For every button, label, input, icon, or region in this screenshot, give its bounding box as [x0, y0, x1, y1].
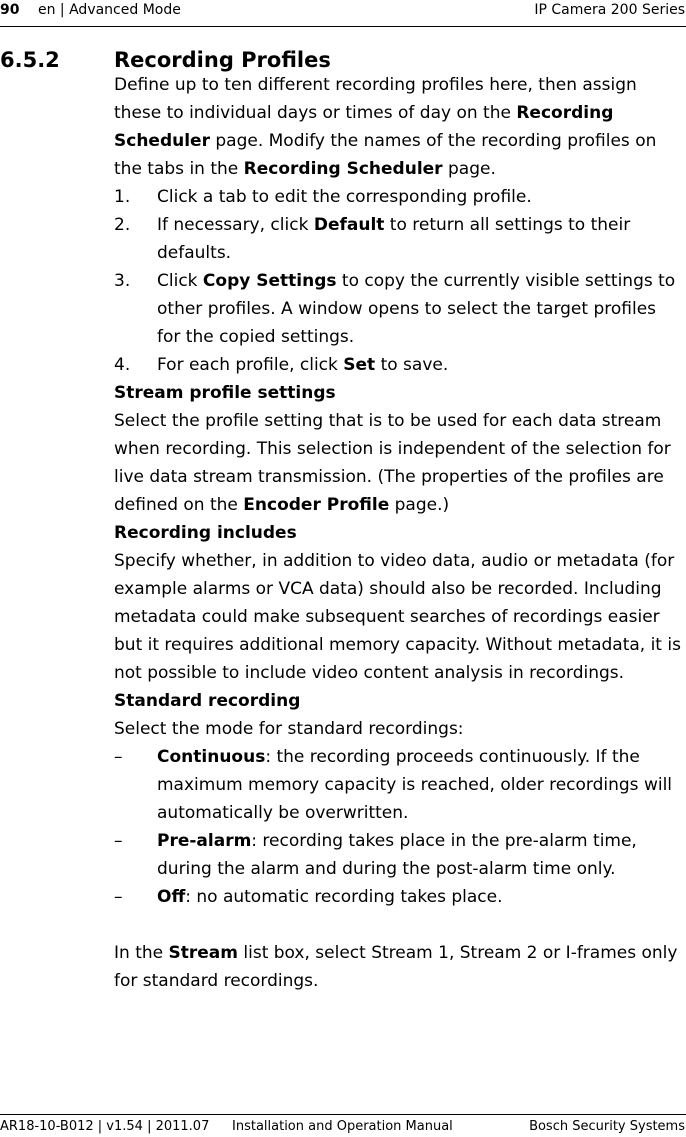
stream-listbox-text: In the Stream list box, select Stream 1, Stream 2 or I-frames only for standard recordings.	[114, 943, 678, 991]
footer-doc-id: AR18-10-B012 | v1.54 | 2011.07	[0, 1119, 210, 1134]
header-section: en | Advanced Mode	[38, 2, 181, 18]
modes-list	[114, 743, 684, 911]
list-item: – Off: no automatic recording takes place.	[114, 887, 503, 907]
header-series: IP Camera 200 Series	[534, 2, 685, 18]
recording-includes-text: Specify whether, in addition to video data, audio or metadata (for example alarms or VCA data) should also be recorded. Including metadata could make subsequent searches of recordings easier but it requires additional memory capacity. Without metadata, it is not possible to include video content analysis in recordings.	[114, 551, 681, 683]
page-header	[0, 0, 686, 27]
stream-profile-text: Select the profile setting that is to be used for each data stream when recording. This selection is independent of the selection for live data stream transmission. (The properties of the profiles are defined on the Encoder Profile page.)	[114, 411, 671, 515]
page-content	[114, 71, 684, 995]
list-item: 2. If necessary, click Default to return all settings to their defaults.	[114, 215, 631, 263]
steps-list	[114, 183, 684, 379]
list-item: 3. Click Copy Settings to copy the currently visible settings to other profiles. A window opens to select the target profiles for the copied settings.	[114, 271, 676, 347]
standard-recording-intro: Select the mode for standard recordings:	[114, 719, 464, 739]
section-number: 6.5.2	[0, 48, 60, 72]
list-item: 4. For each profile, click Set to save.	[114, 355, 449, 375]
recording-includes-heading: Recording includes	[114, 523, 297, 543]
list-item: 1. Click a tab to edit the corresponding profile.	[114, 187, 532, 207]
intro-paragraph: Define up to ten different recording profiles here, then assign these to individual days or times of day on the Recording Scheduler page. Modify the names of the recording profiles on the tabs in the Recording Scheduler page.	[114, 75, 657, 179]
list-item: – Continuous: the recording proceeds continuously. If the maximum memory capacity is reached, older recordings will automatically be overwritten.	[114, 747, 673, 823]
footer-manual: Installation and Operation Manual	[232, 1119, 453, 1134]
section-title: Recording Profiles	[114, 48, 331, 72]
footer-company: Bosch Security Systems	[529, 1119, 685, 1134]
page-footer	[0, 1114, 686, 1137]
standard-recording-heading: Standard recording	[114, 691, 301, 711]
list-item: – Pre-alarm: recording takes place in the pre-alarm time, during the alarm and during the post-alarm time only.	[114, 831, 637, 879]
stream-profile-heading: Stream profile settings	[114, 383, 336, 403]
page-number: 90	[0, 2, 20, 18]
